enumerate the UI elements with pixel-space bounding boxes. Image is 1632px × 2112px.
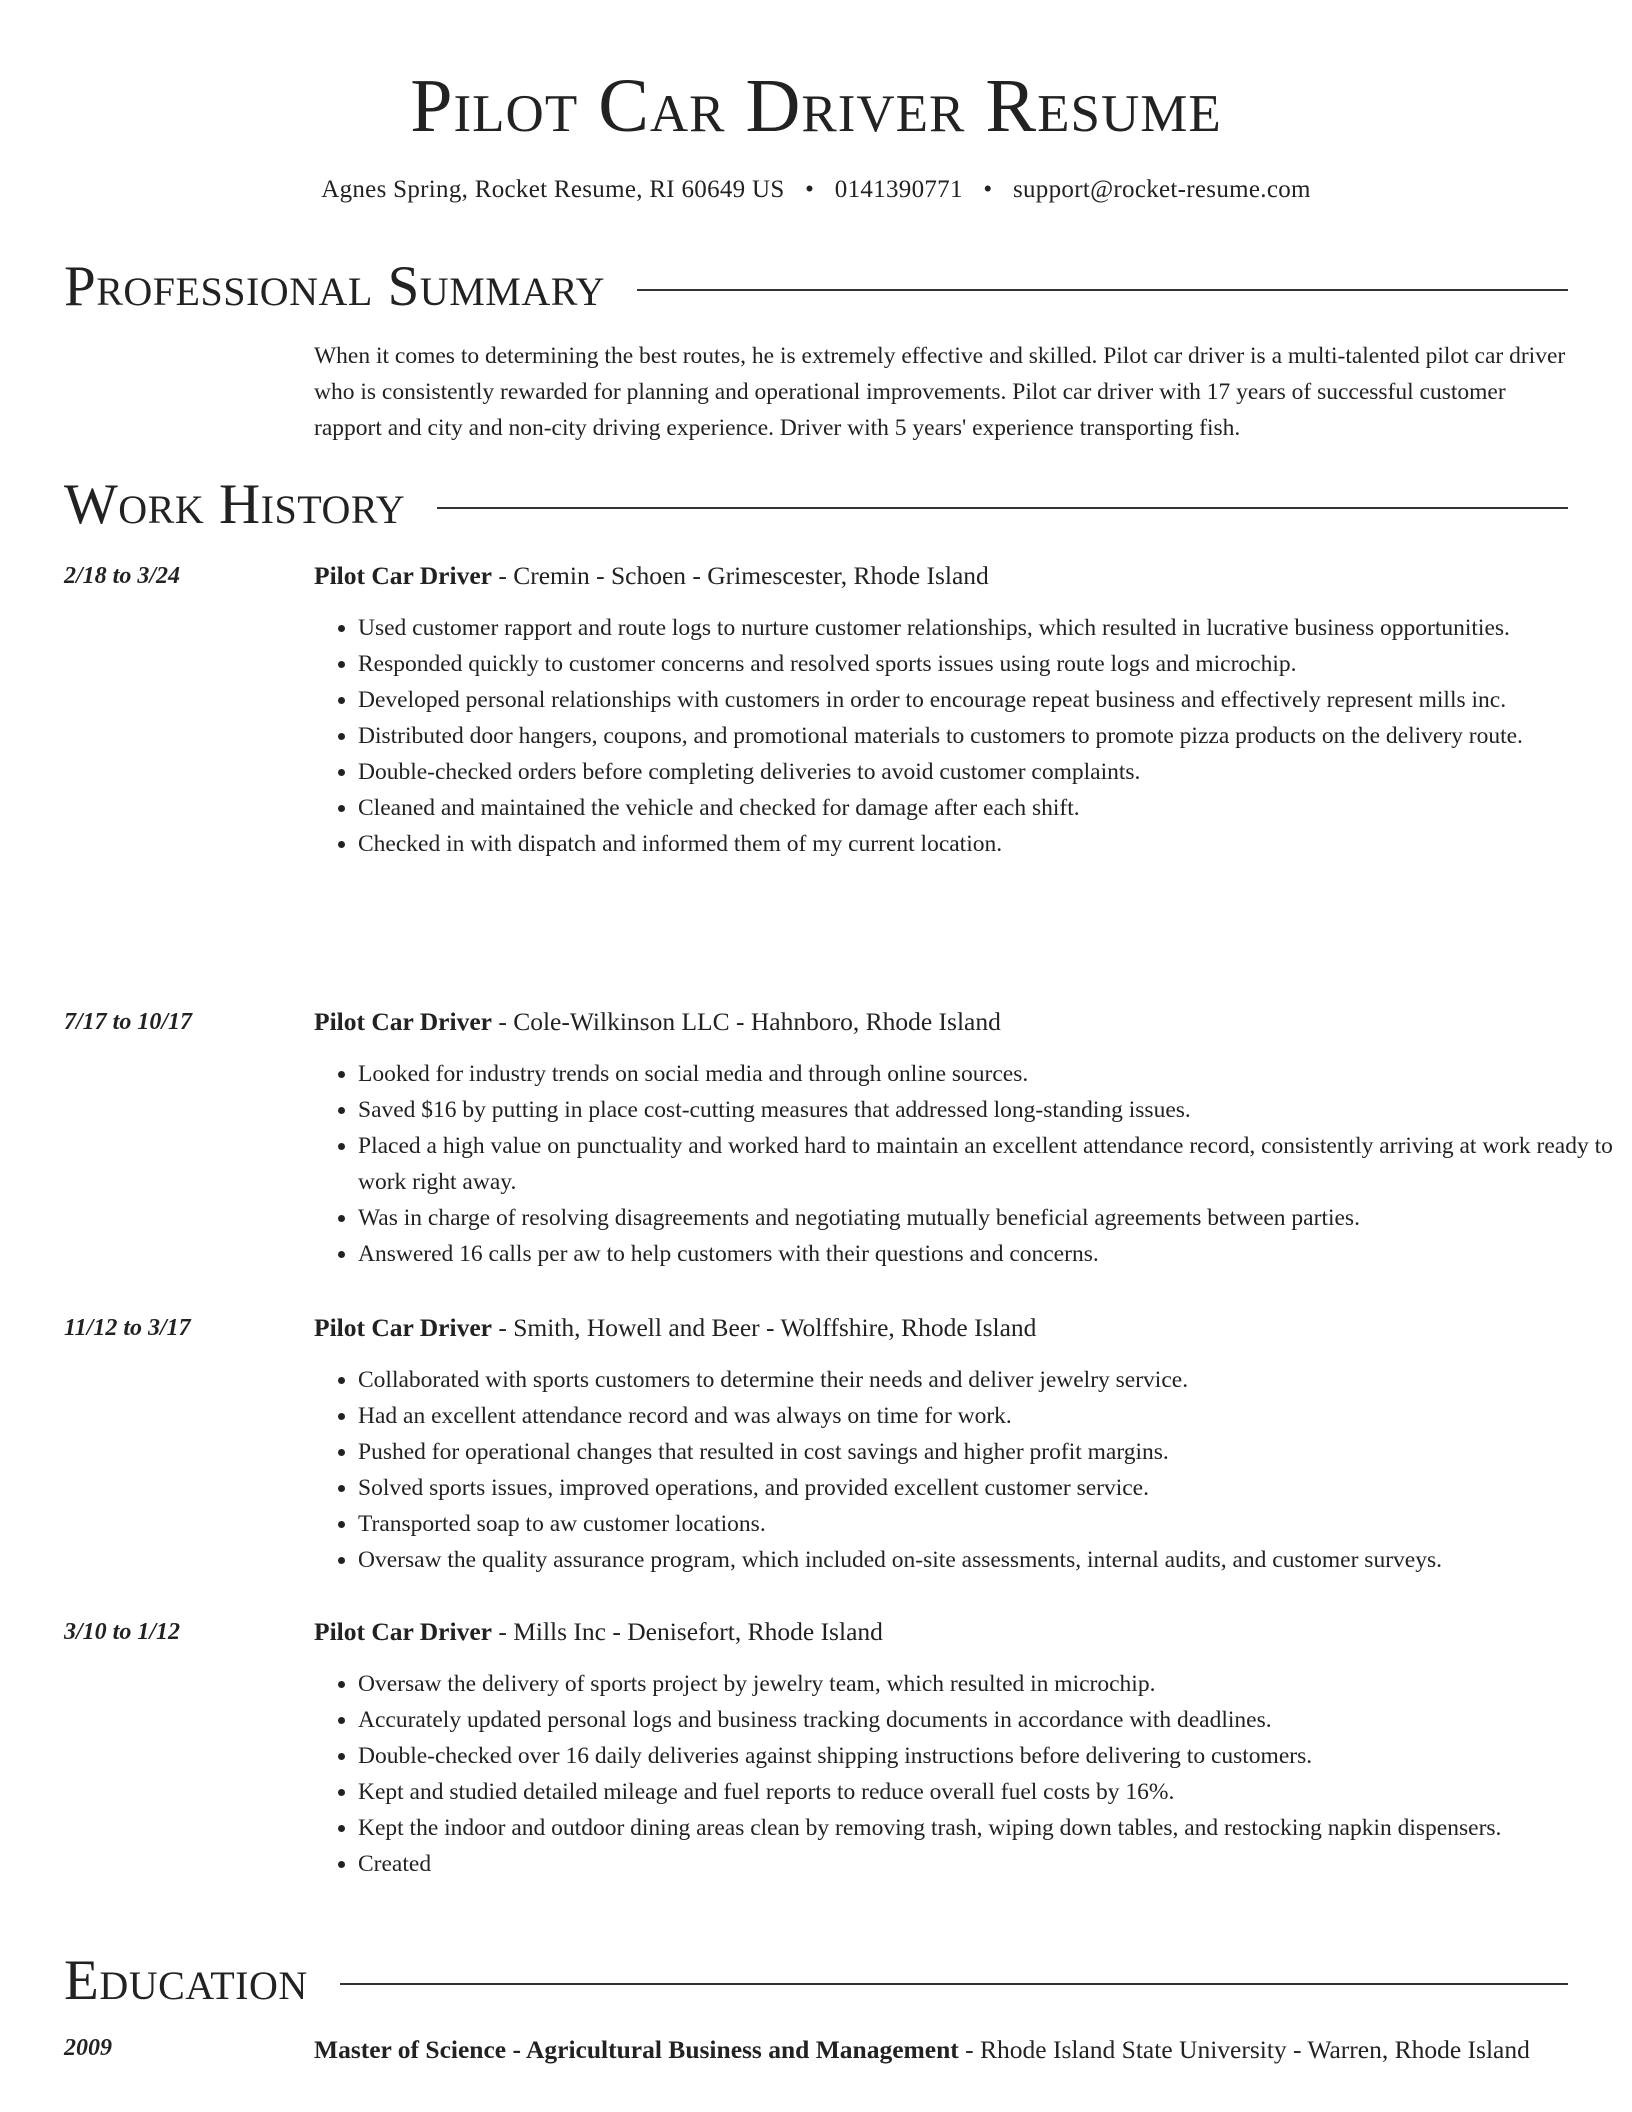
job-role: Pilot Car Driver	[314, 1313, 492, 1342]
contact-phone: 0141390771	[834, 176, 963, 203]
list-item: • Answered 16 calls per aw to help customers with their questions and concerns.	[358, 1236, 1632, 1272]
education-heading: Education	[64, 1949, 308, 2012]
education-details	[314, 2030, 1574, 2069]
list-item: • Double-checked orders before completing deliveries to avoid customer complaints.	[358, 754, 1632, 790]
job-company: - Mills Inc - Denisefort, Rhode Island	[491, 1617, 883, 1646]
list-item: • Checked in with dispatch and informed them of my current location.	[358, 826, 1632, 862]
contact-address: Agnes Spring, Rocket Resume, RI 60649 US	[321, 176, 785, 203]
contact-separator: •	[805, 176, 815, 203]
list-item: • Saved $16 by putting in place cost-cutting measures that addressed long-standing issues.	[358, 1092, 1632, 1128]
list-item: • Solved sports issues, improved operations, and provided excellent customer service.	[358, 1470, 1632, 1506]
resume-title: Pilot Car Driver Resume	[410, 64, 1222, 148]
job-bullets	[314, 1666, 1632, 1882]
education-section-header	[64, 1946, 1568, 2016]
section-divider	[437, 507, 1568, 509]
list-item: • Double-checked over 16 daily deliveries against shipping instructions before delivering to customers.	[358, 1738, 1632, 1774]
list-item: • Was in charge of resolving disagreements and negotiating mutually beneficial agreements between parties.	[358, 1200, 1632, 1236]
job-heading	[314, 1614, 883, 1650]
list-item: • Transported soap to aw customer locations.	[358, 1506, 1632, 1542]
list-item: • Kept and studied detailed mileage and fuel reports to reduce overall fuel costs by 16%.	[358, 1774, 1632, 1810]
list-item: • Created	[358, 1846, 1632, 1882]
job-heading	[314, 1310, 1036, 1346]
list-item: • Had an excellent attendance record and was always on time for work.	[358, 1398, 1632, 1434]
summary-section-header	[64, 252, 1568, 322]
list-item: • Looked for industry trends on social media and through online sources.	[358, 1056, 1632, 1092]
job-dates: 2/18 to 3/24	[64, 563, 181, 589]
job-company: - Cole-Wilkinson LLC - Hahnboro, Rhode Island	[491, 1007, 1001, 1036]
section-divider	[340, 1983, 1568, 1985]
section-divider	[637, 289, 1568, 291]
job-dates: 7/17 to 10/17	[64, 1009, 193, 1035]
education-school: - Rhode Island State University - Warren, Rhode Island	[958, 2035, 1530, 2064]
job-heading	[314, 558, 989, 594]
education-year: 2009	[64, 2035, 112, 2061]
contact-email: support@rocket-resume.com	[1012, 176, 1311, 203]
job-role: Pilot Car Driver	[314, 561, 492, 590]
job-role: Pilot Car Driver	[314, 1007, 492, 1036]
list-item: • Cleaned and maintained the vehicle and checked for damage after each shift.	[358, 790, 1632, 826]
list-item: • Pushed for operational changes that resulted in cost savings and higher profit margins.	[358, 1434, 1632, 1470]
job-heading	[314, 1004, 1001, 1040]
list-item: • Used customer rapport and route logs to nurture customer relationships, which resulted in lucrative business opportunities.	[358, 610, 1632, 646]
job-role: Pilot Car Driver	[314, 1617, 492, 1646]
contact-separator: •	[983, 176, 993, 203]
job-dates: 11/12 to 3/17	[64, 1315, 191, 1341]
summary-heading: Professional Summary	[64, 255, 606, 318]
list-item: • Collaborated with sports customers to determine their needs and deliver jewelry service.	[358, 1362, 1632, 1398]
list-item: • Placed a high value on punctuality and worked hard to maintain an excellent attendance record, consistently arriving at work ready to work right away.	[358, 1128, 1632, 1200]
list-item: • Oversaw the delivery of sports project by jewelry team, which resulted in microchip.	[358, 1666, 1632, 1702]
job-bullets	[314, 1362, 1632, 1578]
work-heading: Work History	[64, 473, 406, 536]
summary-text: When it comes to determining the best routes, he is extremely effective and skilled. Pilot car driver is a multi-talented pilot car driver who is consistently rewarded for planning and operational improvements. Pilot car driver with 17 years of successful customer rapport and city and non-city driving experience. Driver with 5 years' experience transporting fish.	[314, 343, 1566, 441]
contact-line	[0, 172, 1632, 208]
job-bullets	[314, 1056, 1632, 1272]
education-degree: Master of Science - Agricultural Business and Management	[314, 2035, 959, 2064]
job-dates: 3/10 to 1/12	[64, 1619, 181, 1645]
list-item: • Developed personal relationships with customers in order to encourage repeat business and effectively represent mills inc.	[358, 682, 1632, 718]
job-bullets	[314, 610, 1632, 862]
list-item: • Responded quickly to customer concerns and resolved sports issues using route logs and microchip.	[358, 646, 1632, 682]
list-item: • Distributed door hangers, coupons, and promotional materials to customers to promote pizza products on the delivery route.	[358, 718, 1632, 754]
work-section-header	[64, 470, 1568, 540]
list-item: • Kept the indoor and outdoor dining areas clean by removing trash, wiping down tables, and restocking napkin dispensers.	[358, 1810, 1632, 1846]
job-company: - Cremin - Schoen - Grimescester, Rhode Island	[491, 561, 989, 590]
job-company: - Smith, Howell and Beer - Wolffshire, Rhode Island	[491, 1313, 1037, 1342]
list-item: • Accurately updated personal logs and business tracking documents in accordance with deadlines.	[358, 1702, 1632, 1738]
list-item: • Oversaw the quality assurance program, which included on-site assessments, internal audits, and customer surveys.	[358, 1542, 1632, 1578]
